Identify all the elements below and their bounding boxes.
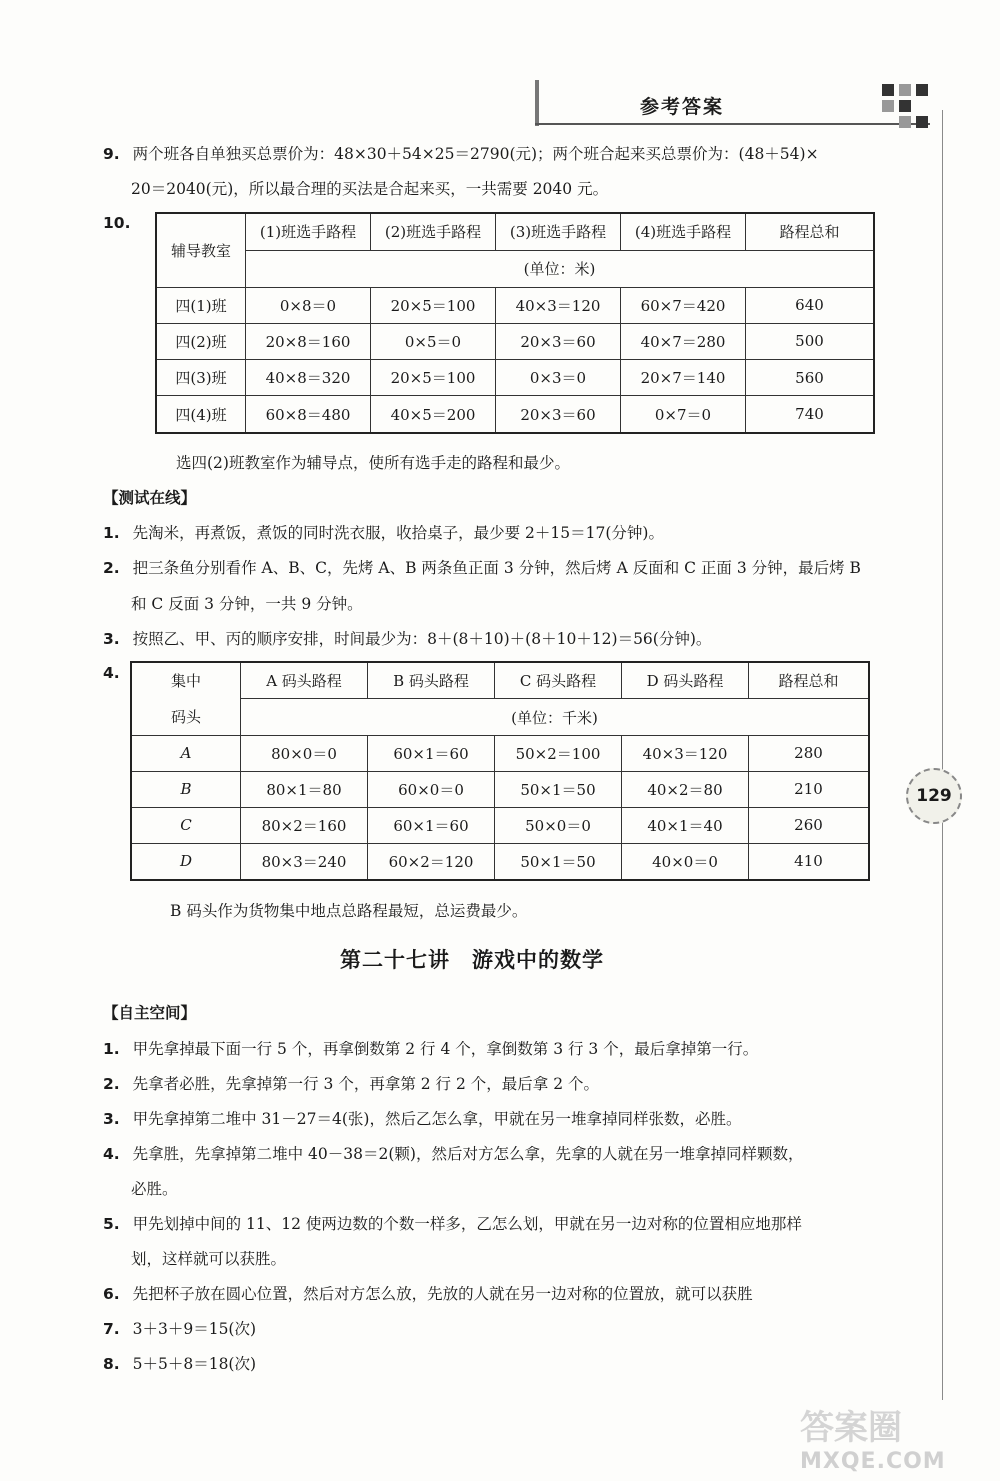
- list-item: [103, 1212, 802, 1234]
- item-text-continued: 和 C 反面 3 分钟，一共 9 分钟。: [131, 595, 363, 613]
- table-row: [131, 843, 869, 880]
- table-cell: 四(4)班: [156, 396, 246, 433]
- table-cell: 四(2)班: [156, 323, 246, 359]
- item-text: 甲先拿掉第二堆中 31－27＝4(张)，然后乙怎么拿，甲就在另一堆拿掉同样张数，必胜。: [132, 1110, 742, 1128]
- item-text: 先淘米，再煮饭，煮饭的同时洗衣服，收拾桌子，最少要 2＋15＝17(分钟)。: [132, 524, 664, 542]
- item-text: 两个班各自单独买总票价为：48×30＋54×25＝2790(元)；两个班合起来买总票价为：(48＋54)×: [132, 145, 819, 163]
- table-cell: 60×7＝420: [621, 287, 746, 323]
- table-cell: 0×5＝0: [371, 323, 496, 359]
- list-item: [103, 1317, 256, 1339]
- item-number: 8.: [103, 1355, 120, 1373]
- table-cell: 80×2＝160: [241, 807, 368, 843]
- item-number: 4.: [103, 1145, 120, 1163]
- item-number: 6.: [103, 1285, 120, 1303]
- table-unit-row: [156, 250, 874, 287]
- corner-line-2: 码头: [170, 708, 201, 726]
- table-cell: 50×1＝50: [495, 771, 622, 807]
- table-header-cell: 路程总和: [749, 662, 870, 699]
- table-cell: 500: [746, 323, 875, 359]
- classroom-distance-table: [155, 212, 875, 434]
- list-item: [103, 521, 664, 543]
- table-cell: 40×3＝120: [622, 736, 749, 772]
- item-text: 3＋3＋9＝15(次): [132, 1320, 257, 1338]
- table-unit-cell: (单位：米): [246, 250, 875, 287]
- table-header-cell: (3)班选手路程: [496, 213, 621, 250]
- item-number: 3.: [103, 1110, 120, 1128]
- page-number-badge: 129: [906, 768, 962, 824]
- item-text: 先拿者必胜，先拿掉第一行 3 个，再拿第 2 行 2 个，最后拿 2 个。: [132, 1075, 599, 1093]
- table-corner-cell: 辅导教室: [156, 213, 246, 287]
- item-number: 3.: [103, 630, 120, 648]
- table-header-row: [131, 662, 869, 699]
- table-header-cell: B 码头路程: [368, 662, 495, 699]
- table-cell: 20×3＝60: [496, 396, 621, 433]
- table-cell: 740: [746, 396, 875, 433]
- table-cell: D: [131, 843, 241, 880]
- section-title: 【测试在线】: [103, 489, 197, 507]
- table-row: [156, 360, 874, 396]
- table-cell: B: [131, 771, 241, 807]
- table-cell: 20×5＝100: [371, 287, 496, 323]
- table-cell: 0×8＝0: [246, 287, 371, 323]
- list-item: [103, 556, 861, 578]
- table-cell: 0×3＝0: [496, 360, 621, 396]
- item-number: 10.: [103, 214, 131, 232]
- table-header-cell: (2)班选手路程: [371, 213, 496, 250]
- table-header-cell: C 码头路程: [495, 662, 622, 699]
- table-cell: 50×1＝50: [495, 843, 622, 880]
- table-cell: 80×0＝0: [241, 736, 368, 772]
- table-cell: C: [131, 807, 241, 843]
- table-row: [131, 807, 869, 843]
- table-cell: 40×7＝280: [621, 323, 746, 359]
- table-cell: 60×0＝0: [368, 771, 495, 807]
- table-cell: 40×2＝80: [622, 771, 749, 807]
- table-cell: 50×2＝100: [495, 736, 622, 772]
- table-row: [156, 287, 874, 323]
- table-header-cell: (1)班选手路程: [246, 213, 371, 250]
- item-text: 先拿胜，先拿掉第二堆中 40－38＝2(颗)，然后对方怎么拿，先拿的人就在另一堆拿掉同样颗数，: [132, 1145, 804, 1163]
- chapter-title: 第二十七讲 游戏中的数学: [340, 948, 604, 972]
- table-cell: 60×8＝480: [246, 396, 371, 433]
- item-number: 7.: [103, 1320, 120, 1338]
- table-cell: 40×0＝0: [622, 843, 749, 880]
- item-number: 1.: [103, 1040, 120, 1058]
- table-cell: 60×1＝60: [368, 807, 495, 843]
- table-cell: 20×3＝60: [496, 323, 621, 359]
- item-text: 先把杯子放在圆心位置，然后对方怎么放，先放的人就在另一边对称的位置放，就可以获胜: [132, 1285, 753, 1303]
- list-item: [103, 1282, 753, 1304]
- table-header-cell: 路程总和: [746, 213, 875, 250]
- table-cell: 60×1＝60: [368, 736, 495, 772]
- table-cell: 80×3＝240: [241, 843, 368, 880]
- table-row: [131, 771, 869, 807]
- list-item: [103, 627, 711, 649]
- table-cell: 20×5＝100: [371, 360, 496, 396]
- list-item: [103, 1142, 803, 1164]
- header-stub: [535, 80, 539, 126]
- table-cell: 20×7＝140: [621, 360, 746, 396]
- table-header-row: [156, 213, 874, 250]
- item-text: 甲先拿掉最下面一行 5 个，再拿倒数第 2 行 4 个，拿倒数第 3 行 3 个，最后拿掉第一行。: [132, 1040, 759, 1058]
- table-cell: 40×5＝200: [371, 396, 496, 433]
- table-unit-row: [131, 699, 869, 736]
- watermark-url: MXQE.COM: [800, 1449, 946, 1474]
- table-cell: 40×3＝120: [496, 287, 621, 323]
- list-item: [103, 1072, 599, 1094]
- table-cell: 四(1)班: [156, 287, 246, 323]
- watermark-logo: [800, 1400, 985, 1472]
- table-cell: 四(3)班: [156, 360, 246, 396]
- table-row: [156, 323, 874, 359]
- corner-squares-icon: [882, 84, 928, 128]
- item-text-continued: 必胜。: [131, 1180, 178, 1198]
- table-cell: 20×8＝160: [246, 323, 371, 359]
- table-cell: 40×1＝40: [622, 807, 749, 843]
- item-text: 按照乙、甲、丙的顺序安排，时间最少为：8＋(8＋10)＋(8＋10＋12)＝56(分钟)。: [132, 630, 712, 648]
- item-text-continued: 划，这样就可以获胜。: [131, 1250, 287, 1268]
- table-cell: 210: [749, 771, 870, 807]
- item-number: 5.: [103, 1215, 120, 1233]
- table-cell: 560: [746, 360, 875, 396]
- table-header-cell: (4)班选手路程: [621, 213, 746, 250]
- item-number: 2.: [103, 559, 120, 577]
- watermark-title: 答案圈: [800, 1408, 902, 1448]
- table-cell: 280: [749, 736, 870, 772]
- item-text: 5＋5＋8＝18(次): [132, 1355, 257, 1373]
- table-corner-cell: [131, 662, 241, 736]
- item-number: 1.: [103, 524, 120, 542]
- table-unit-cell: (单位：千米): [241, 699, 870, 736]
- table-cell: 60×2＝120: [368, 843, 495, 880]
- item-number: 2.: [103, 1075, 120, 1093]
- table-conclusion: 选四(2)班教室作为辅导点，使所有选手走的路程和最少。: [176, 454, 570, 472]
- header-title: 参考答案: [640, 96, 725, 118]
- table-cell: 50×0＝0: [495, 807, 622, 843]
- corner-line-1: 集中: [170, 672, 201, 690]
- table-cell: 410: [749, 843, 870, 880]
- item-9-line-2: 20＝2040(元)，所以最合理的买法是合起来买，一共需要 2040 元。: [131, 180, 609, 198]
- item-number: 9.: [103, 145, 120, 163]
- list-item: [103, 1037, 758, 1059]
- table-row: [156, 396, 874, 433]
- header-rule: [535, 123, 930, 125]
- table-row: [131, 736, 869, 772]
- table-cell: 260: [749, 807, 870, 843]
- table-cell: 40×8＝320: [246, 360, 371, 396]
- table-cell: 640: [746, 287, 875, 323]
- list-item: [103, 1107, 741, 1129]
- margin-rule: [942, 110, 943, 1400]
- item-9-line-1: [103, 142, 819, 164]
- table-cell: 0×7＝0: [621, 396, 746, 433]
- item-text: 把三条鱼分别看作 A、B、C，先烤 A、B 两条鱼正面 3 分钟，然后烤 A 反面和 C 正面 3 分钟，最后烤 B: [132, 559, 861, 577]
- section-title: 【自主空间】: [103, 1004, 197, 1022]
- table-cell: A: [131, 736, 241, 772]
- item-number: 4.: [103, 664, 120, 682]
- dock-distance-table: [130, 661, 870, 881]
- item-text: 甲先划掉中间的 11、12 使两边数的个数一样多，乙怎么划，甲就在另一边对称的位置相应地那样: [132, 1215, 802, 1233]
- table-cell: 80×1＝80: [241, 771, 368, 807]
- list-item: [103, 1352, 256, 1374]
- table-header-cell: A 码头路程: [241, 662, 368, 699]
- table-conclusion: B 码头作为货物集中地点总路程最短，总运费最少。: [170, 902, 528, 920]
- table-header-cell: D 码头路程: [622, 662, 749, 699]
